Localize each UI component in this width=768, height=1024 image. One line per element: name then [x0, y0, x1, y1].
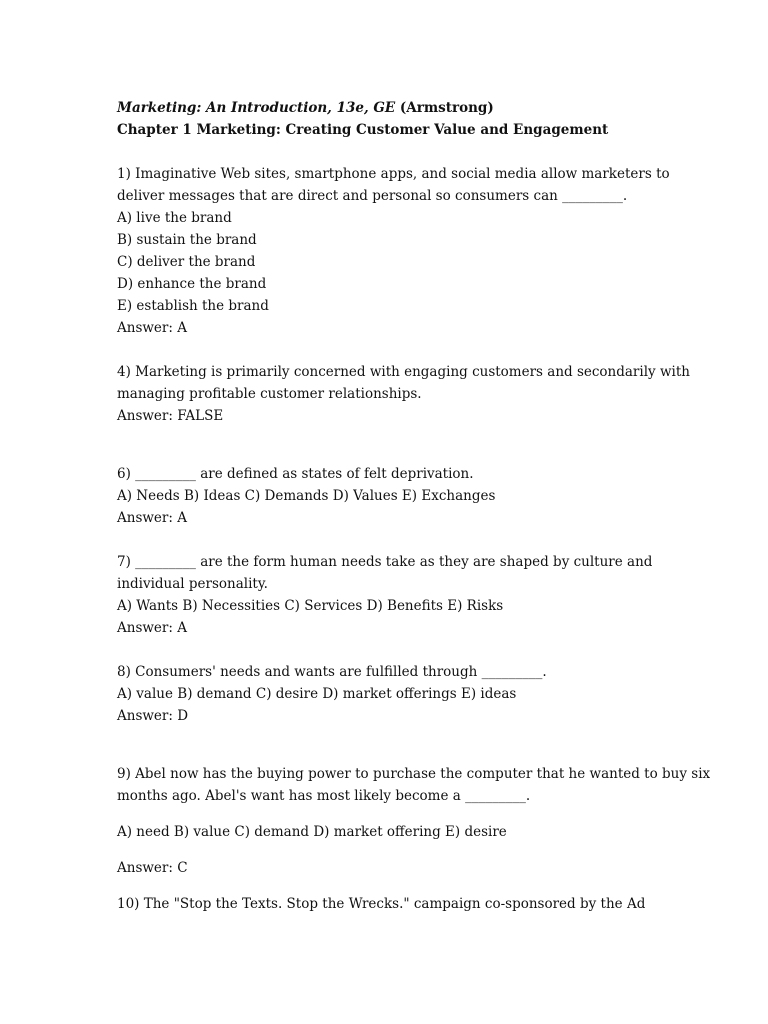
question-6 [117, 463, 717, 529]
answer-option: E) establish the brand [117, 298, 269, 314]
answer-options: A) value B) demand C) desire D) market offerings E) ideas [117, 686, 517, 702]
question-7 [117, 551, 717, 639]
question-9 [117, 763, 717, 879]
question-text: 7) _________ are the form human needs take as they are shaped by culture and [117, 554, 653, 570]
question-8 [117, 661, 717, 727]
question-text: months ago. Abel's want has most likely become a _________. [117, 788, 531, 804]
chapter-title: Chapter 1 Marketing: Creating Customer Value and Engagement [117, 122, 609, 138]
question-4 [117, 361, 717, 427]
answer-option: B) sustain the brand [117, 232, 257, 248]
question-text: deliver messages that are direct and personal so consumers can _________. [117, 188, 628, 204]
answer-option: D) enhance the brand [117, 276, 267, 292]
question-text: individual personality. [117, 576, 268, 592]
question-text: 9) Abel now has the buying power to purchase the computer that he wanted to buy six [117, 766, 711, 782]
question-text: 10) The "Stop the Texts. Stop the Wrecks." campaign co-sponsored by the Ad [117, 896, 646, 912]
answer-key: Answer: D [117, 708, 189, 724]
question-text: 8) Consumers' needs and wants are fulfilled through _________. [117, 664, 547, 680]
answer-key: Answer: A [117, 320, 187, 336]
answer-option: C) deliver the brand [117, 254, 256, 270]
answer-options: A) Needs B) Ideas C) Demands D) Values E) Exchanges [117, 488, 496, 504]
question-text: 1) Imaginative Web sites, smartphone apps, and social media allow marketers to [117, 166, 670, 182]
question-text: managing profitable customer relationships. [117, 386, 422, 402]
answer-key: Answer: FALSE [117, 408, 224, 424]
answer-key: Answer: A [117, 510, 187, 526]
book-author: (Armstrong) [395, 100, 494, 116]
question-text: 6) _________ are defined as states of felt deprivation. [117, 466, 474, 482]
answer-options: A) Wants B) Necessities C) Services D) Benefits E) Risks [117, 598, 504, 614]
question-1 [117, 163, 717, 339]
document-page [117, 97, 717, 915]
answer-key: Answer: A [117, 620, 187, 636]
book-title: Marketing: An Introduction, 13e, GE [117, 100, 396, 116]
answer-option: A) live the brand [117, 210, 232, 226]
document-header [117, 97, 717, 141]
question-10 [117, 893, 717, 915]
book-title-line [117, 97, 717, 119]
answer-key: Answer: C [117, 860, 188, 876]
question-text: 4) Marketing is primarily concerned with engaging customers and secondarily with [117, 364, 690, 380]
answer-options: A) need B) value C) demand D) market offering E) desire [117, 824, 507, 840]
